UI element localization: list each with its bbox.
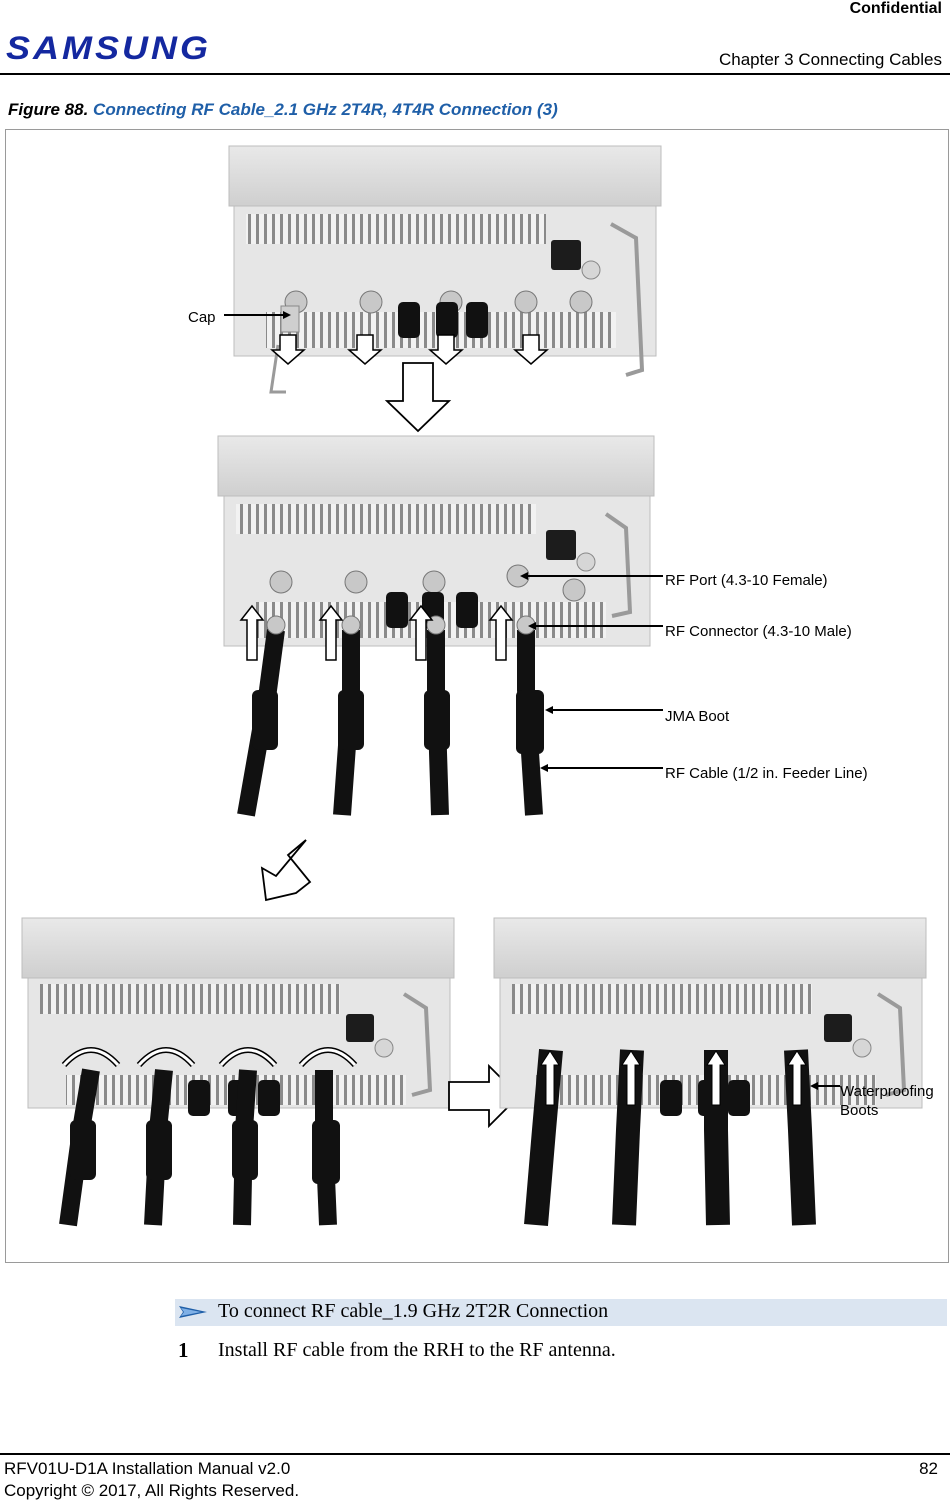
waterproofing-callout-line2: Boots: [840, 1102, 879, 1119]
step-text: Install RF cable from the RRH to the RF antenna.: [218, 1339, 616, 1361]
footer-manual-title: RFV01U-D1A Installation Manual v2.0: [4, 1459, 291, 1478]
rf-connector-callout: RF Connector (4.3-10 Male): [665, 623, 852, 640]
step-number: 1: [178, 1338, 189, 1362]
jma-boot-callout: JMA Boot: [665, 708, 730, 725]
rf-port-callout: RF Port (4.3-10 Female): [665, 572, 828, 589]
step-down-arrow: [387, 363, 449, 431]
figure-frame: [5, 129, 949, 1263]
rf-cable-callout: RF Cable (1/2 in. Feeder Line): [665, 765, 868, 782]
figure-number: Figure 88.: [8, 100, 89, 119]
rrh-unit-with-caps: [229, 146, 661, 392]
rrh-unit-waterproofed: [494, 918, 926, 1225]
procedure-heading: [175, 1299, 947, 1326]
figure-caption: [8, 100, 558, 120]
rf-cable-connection-illustration: [6, 130, 948, 1262]
step-diagonal-arrow: [262, 840, 310, 900]
page-number: 82: [919, 1459, 938, 1478]
confidential-label: Confidential: [849, 0, 942, 17]
chapter-title: Chapter 3 Connecting Cables: [718, 50, 942, 69]
cap-callout: Cap: [188, 309, 216, 326]
cap-shape: [281, 306, 299, 332]
header-divider: [0, 73, 950, 75]
procedure-arrow-icon: [179, 1304, 207, 1320]
figure-title: Connecting RF Cable_2.1 GHz 2T4R, 4T4R Connection (3): [93, 100, 558, 119]
procedure-heading-text: To connect RF cable_1.9 GHz 2T2R Connection: [218, 1300, 609, 1322]
waterproofing-callout-line1: Waterproofing: [840, 1083, 934, 1100]
samsung-logo: SAMSUNG: [6, 29, 212, 67]
footer-copyright: Copyright © 2017, All Rights Reserved.: [4, 1481, 300, 1500]
footer-divider: [0, 1453, 950, 1455]
rrh-unit-tightening: [22, 918, 454, 1225]
